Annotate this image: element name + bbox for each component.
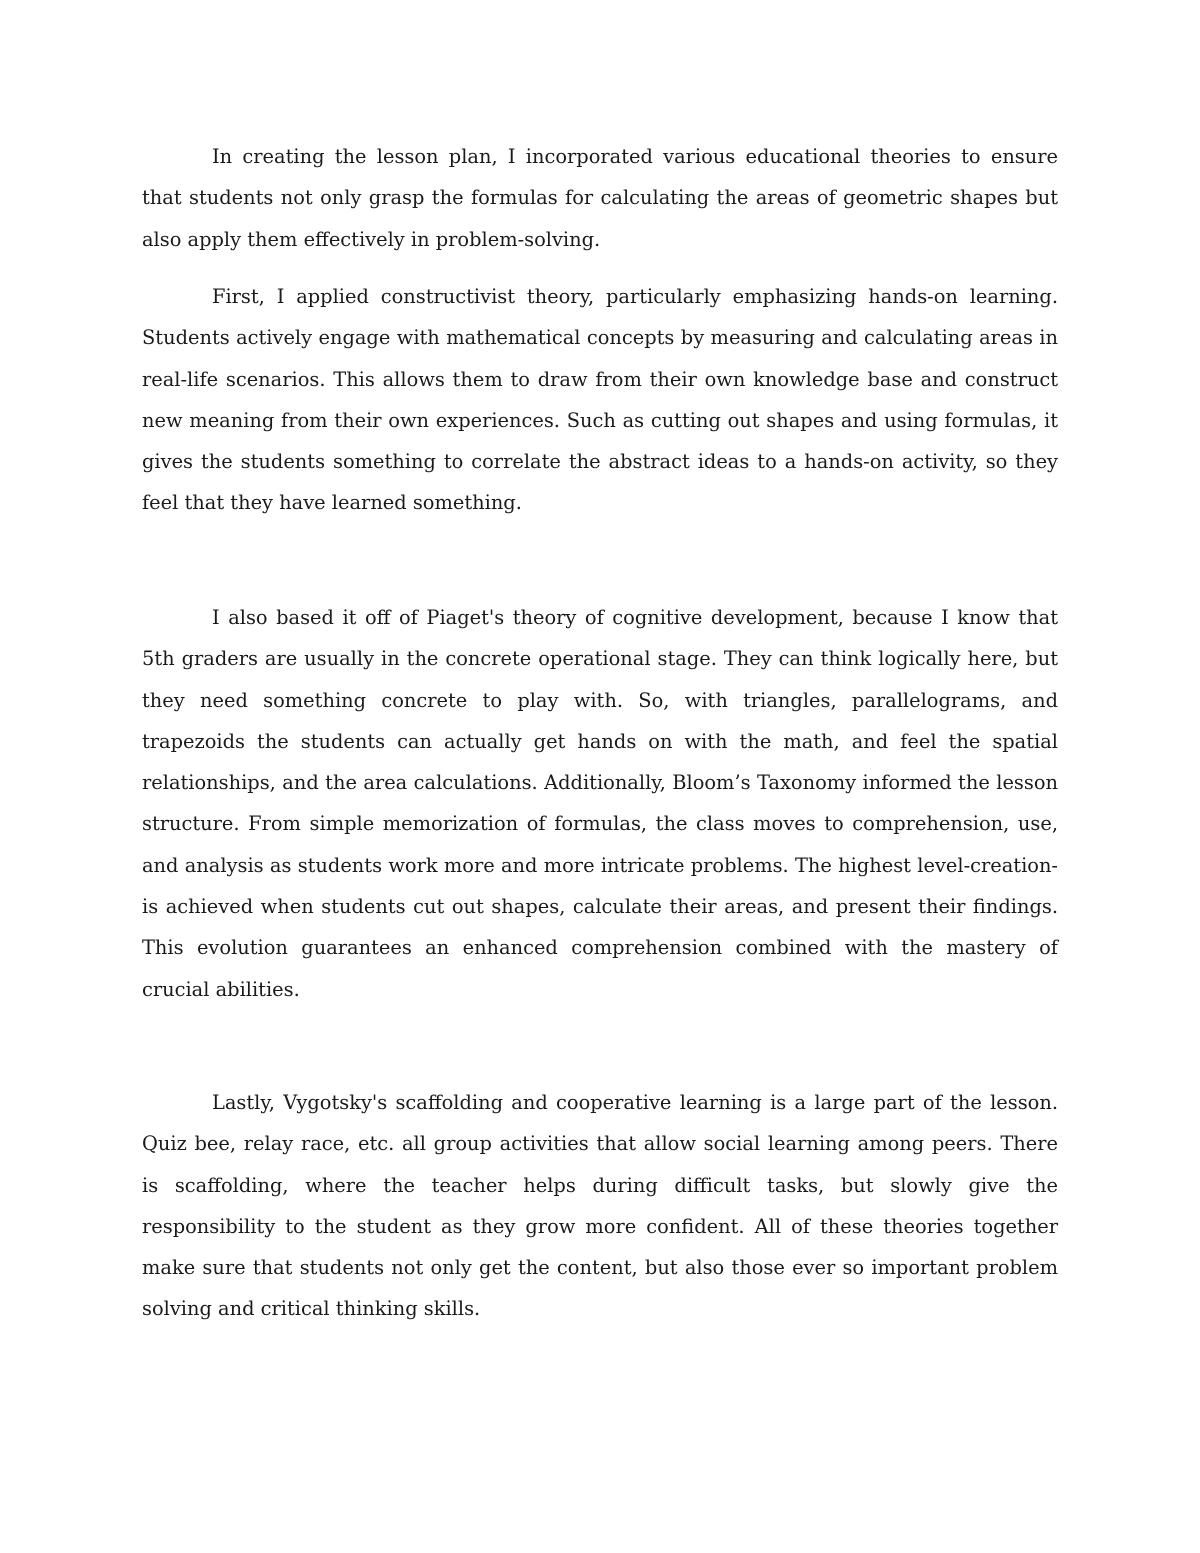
paragraph-vygotsky: Lastly, Vygotsky's scaffolding and cooperative learning is a large part of the lesson. Quiz bee, relay race, etc. all group activities that allow social learning among peers. There is scaffolding, where the teacher helps during difficult tasks, but slowly give the responsibility to the student as they grow more confident. All of these theories together make sure that students not only get the content, but also those ever so important problem solving and critical thinking skills. [142, 1091, 1058, 1321]
paragraph-intro: In creating the lesson plan, I incorporated various educational theories to ensure that students not only grasp the formulas for calculating the areas of geometric shapes but also apply them effectively in problem-solving. [142, 145, 1058, 251]
paragraph-constructivist: First, I applied constructivist theory, particularly emphasizing hands-on learning. Students actively engage with mathematical concepts by measuring and calculating areas in real-life scenarios. This allows them to draw from their own knowledge base and construct new meaning from their own experiences. Such as cutting out shapes and using formulas, it gives the students something to correlate the abstract ideas to a hands-on activity, so they feel that they have learned something. [142, 285, 1058, 515]
paragraph-piaget-bloom: I also based it off of Piaget's theory of cognitive development, because I know that 5th graders are usually in the concrete operational stage. They can think logically here, but they need something concrete to play with. So, with triangles, parallelograms, and trapezoids the students can actually get hands on with the math, and feel the spatial relationships, and the area calculations. Additionally, Bloom’s Taxonomy informed the lesson structure. From simple memorization of formulas, the class moves to comprehension, use, and analysis as students work more and more intricate problems. The highest level-creation-is achieved when students cut out shapes, calculate their areas, and present their findings. This evolution guarantees an enhanced comprehension combined with the mastery of crucial abilities. [142, 606, 1058, 1001]
